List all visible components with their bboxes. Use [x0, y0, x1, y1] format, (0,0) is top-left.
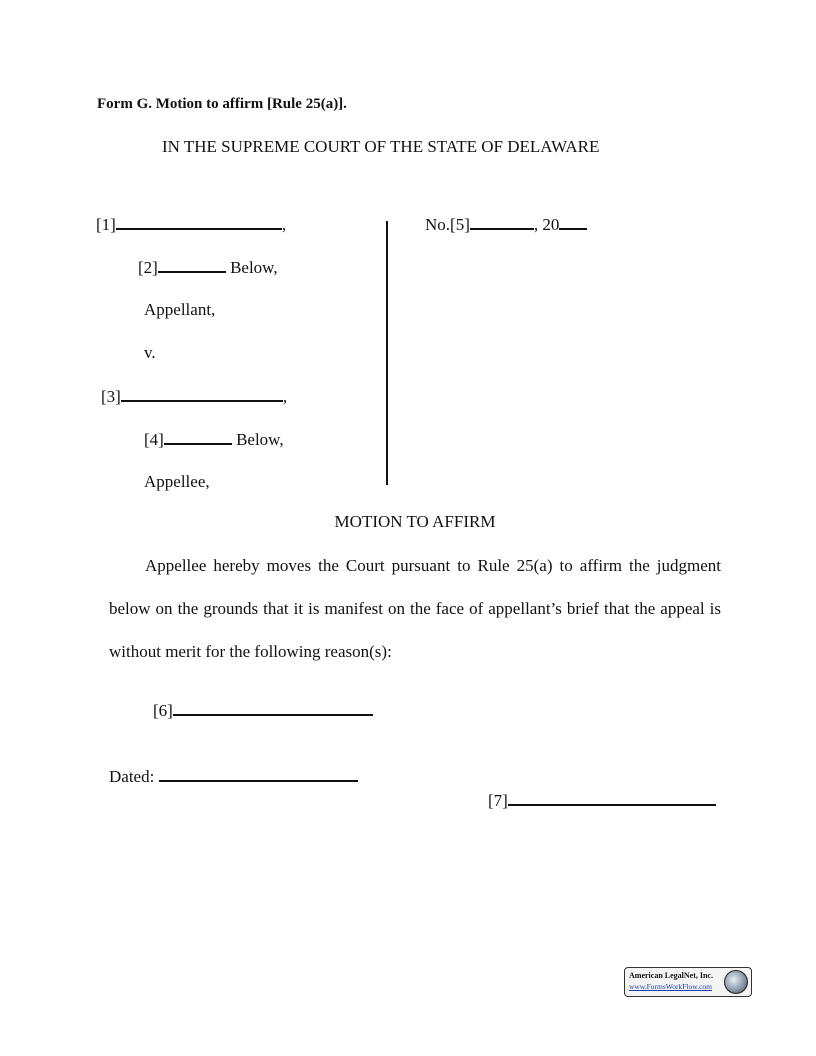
field-5-label: No.[5] [425, 215, 470, 234]
field-1-label: [1] [96, 215, 116, 234]
field-3-suffix: , [282, 387, 288, 406]
footer-company: American LegalNet, Inc. [629, 971, 713, 980]
field-4-suffix: Below, [236, 430, 284, 449]
field-7-blank[interactable] [508, 790, 716, 806]
form-title: Form G. Motion to affirm [Rule 25(a)]. [97, 96, 347, 112]
motion-paragraph [109, 544, 721, 673]
field-1-blank[interactable] [116, 214, 282, 230]
motion-paragraph-text: Appellee hereby moves the Court pursuant to Rule 25(a) to affirm the judgment below on the grounds that it is manifest on the face of appellant’s brief that the appeal is without merit for the following reason(s): [109, 556, 721, 661]
footer-website-link[interactable]: www.FormsWorkFlow.com [629, 982, 713, 991]
case-year-prefix: , 20 [533, 215, 560, 234]
field-4-blank[interactable] [164, 429, 232, 445]
dated-blank[interactable] [159, 766, 358, 782]
globe-icon [724, 970, 748, 994]
dated-field [109, 766, 358, 787]
field-1-suffix: , [281, 215, 287, 234]
caption-party-3 [101, 386, 287, 407]
dated-label: Dated: [109, 767, 155, 786]
versus-label: v. [144, 343, 156, 362]
motion-heading: MOTION TO AFFIRM [334, 512, 496, 531]
footer-logo [624, 967, 752, 997]
signature-field [488, 790, 716, 811]
appellant-label: Appellant, [144, 300, 216, 319]
field-2-suffix: Below, [230, 258, 278, 277]
field-5-blank[interactable] [470, 214, 534, 230]
caption-divider [386, 221, 388, 485]
caption-court-below-2 [144, 429, 284, 450]
field-2-label: [2] [138, 258, 158, 277]
field-6-blank[interactable] [173, 700, 373, 716]
reason-field [153, 700, 373, 721]
court-title: IN THE SUPREME COURT OF THE STATE OF DELAWARE [162, 137, 600, 156]
case-year-blank[interactable] [559, 214, 587, 230]
appellee-label: Appellee, [144, 472, 210, 491]
field-6-label: [6] [153, 701, 173, 720]
field-2-blank[interactable] [158, 257, 226, 273]
field-7-label: [7] [488, 791, 508, 810]
caption-party-1 [96, 214, 286, 235]
case-number [425, 214, 587, 235]
field-3-label: [3] [101, 387, 121, 406]
caption-court-below-1 [138, 257, 278, 278]
field-4-label: [4] [144, 430, 164, 449]
field-3-blank[interactable] [121, 386, 283, 402]
